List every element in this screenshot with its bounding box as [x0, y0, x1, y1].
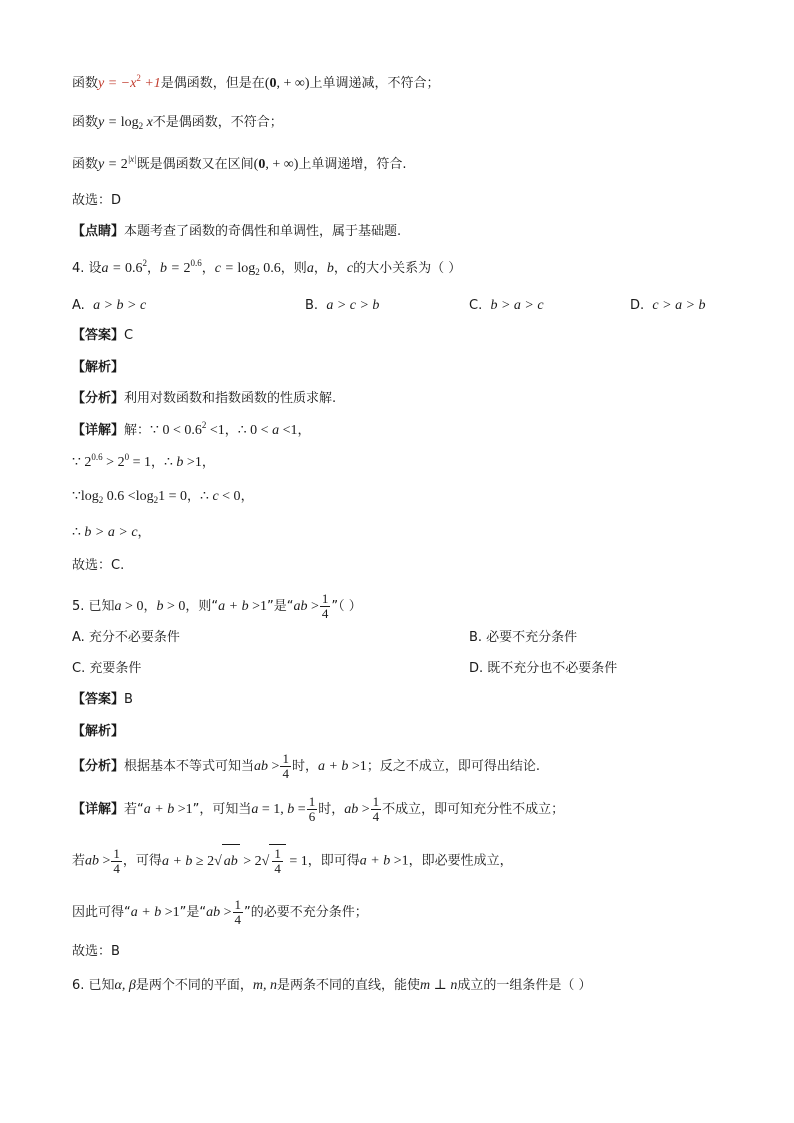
option-c[interactable]: C. 充要条件	[72, 661, 142, 676]
answer-4: 【答案】C	[72, 328, 134, 343]
detail-5: 【详解】若“a + b >1”，可知当a = 1, b = $\frac{1}{6}$ 时，ab > $\frac{1}{4}$ 不成立，即可知充分性不成立；	[72, 794, 565, 824]
analysis-header-5: 【解析】	[72, 724, 125, 739]
option-d[interactable]: D. c > a > b	[630, 298, 706, 313]
select-answer-c: 故选：C.	[72, 558, 125, 573]
question-4: 4. 设$a = 0.6^2$，$b = 2^{0.6}$，$c = \log_2 0.6$，则a，b，c的大小关系为（ ）	[72, 258, 462, 277]
interval: (0, + ∞)	[264, 76, 310, 91]
line-exp-func: 函数$y = 2^{|x|}$既是偶函数又在区间(0, + ∞)上单调递增，符合.	[72, 154, 407, 172]
option-d[interactable]: D. 既不充分也不必要条件	[469, 661, 618, 676]
math-expr: $y = -x^2 +1$	[98, 73, 161, 91]
analysis-5: 【分析】根据基本不等式可知当ab > $\frac{1}{4}$ 时，a + b >1；反之不成立，即可得出结论.	[72, 751, 540, 781]
line-even-func-1: 函数$y = -x^2 +1$是偶函数，但是在(0, + ∞)上单调递减，不符合；	[72, 73, 440, 91]
select-answer-d: 故选：D	[72, 193, 122, 208]
detail-4-line4: ∴ b > a > c，	[72, 525, 151, 540]
option-c[interactable]: C. b > a > c	[469, 298, 544, 313]
option-b[interactable]: B. 必要不充分条件	[469, 630, 578, 645]
answer-5: 【答案】B	[72, 692, 133, 707]
detail-4-line3: $\because\log_2$ $0.6 <\log_21 = 0$，∴ c < 0，	[72, 489, 254, 505]
detail-5-line2: 若ab > $\frac{1}{4}$ ，可得a + b ≥ 2√ ab > 2√ $\frac{1}{4}$ = 1，即可得a + b >1，即必要性成立，	[72, 844, 513, 879]
math-expr: $y = 2^{|x|}$	[98, 154, 137, 172]
detail-4: 【详解】解：∵ $0 < 0.6^2 <1$，∴ 0 < a <1，	[72, 420, 311, 438]
option-a[interactable]: A. 充分不必要条件	[72, 630, 180, 645]
option-b[interactable]: B. a > c > b	[305, 298, 380, 313]
select-answer-b: 故选：B	[72, 944, 120, 959]
question-6: 6. 已知α, β是两个不同的平面，m, n是两条不同的直线，能使m ⊥ n成立的一组条件是（ ）	[72, 978, 592, 993]
math-expr: $y = \log_2 x$	[98, 115, 153, 131]
remark: 【点睛】本题考查了函数的奇偶性和单调性，属于基础题.	[72, 224, 402, 239]
detail-4-line2: ∵ $2^{0.6} > 2^0 = 1$，∴ b >1，	[72, 452, 215, 470]
interval: (0, + ∞)	[253, 157, 299, 172]
question-5-options-row2	[72, 659, 722, 679]
analysis-4: 【分析】利用对数函数和指数函数的性质求解.	[72, 391, 337, 406]
option-a[interactable]: A. a > b > c	[72, 298, 147, 313]
analysis-header-4: 【解析】	[72, 360, 125, 375]
question-4-options	[72, 296, 722, 316]
line-log-func: 函数$y = \log_2 x$不是偶函数，不符合；	[72, 115, 283, 131]
question-5-options-row1	[72, 628, 722, 648]
detail-5-line3: 因此可得“a + b >1”是“ab > $\frac{1}{4}$ ”的必要不充分条件；	[72, 897, 368, 927]
question-5: 5. 已知a > 0，b > 0，则“a + b >1”是“ab > $\frac{1}{4}$ ”（ ）	[72, 591, 362, 621]
